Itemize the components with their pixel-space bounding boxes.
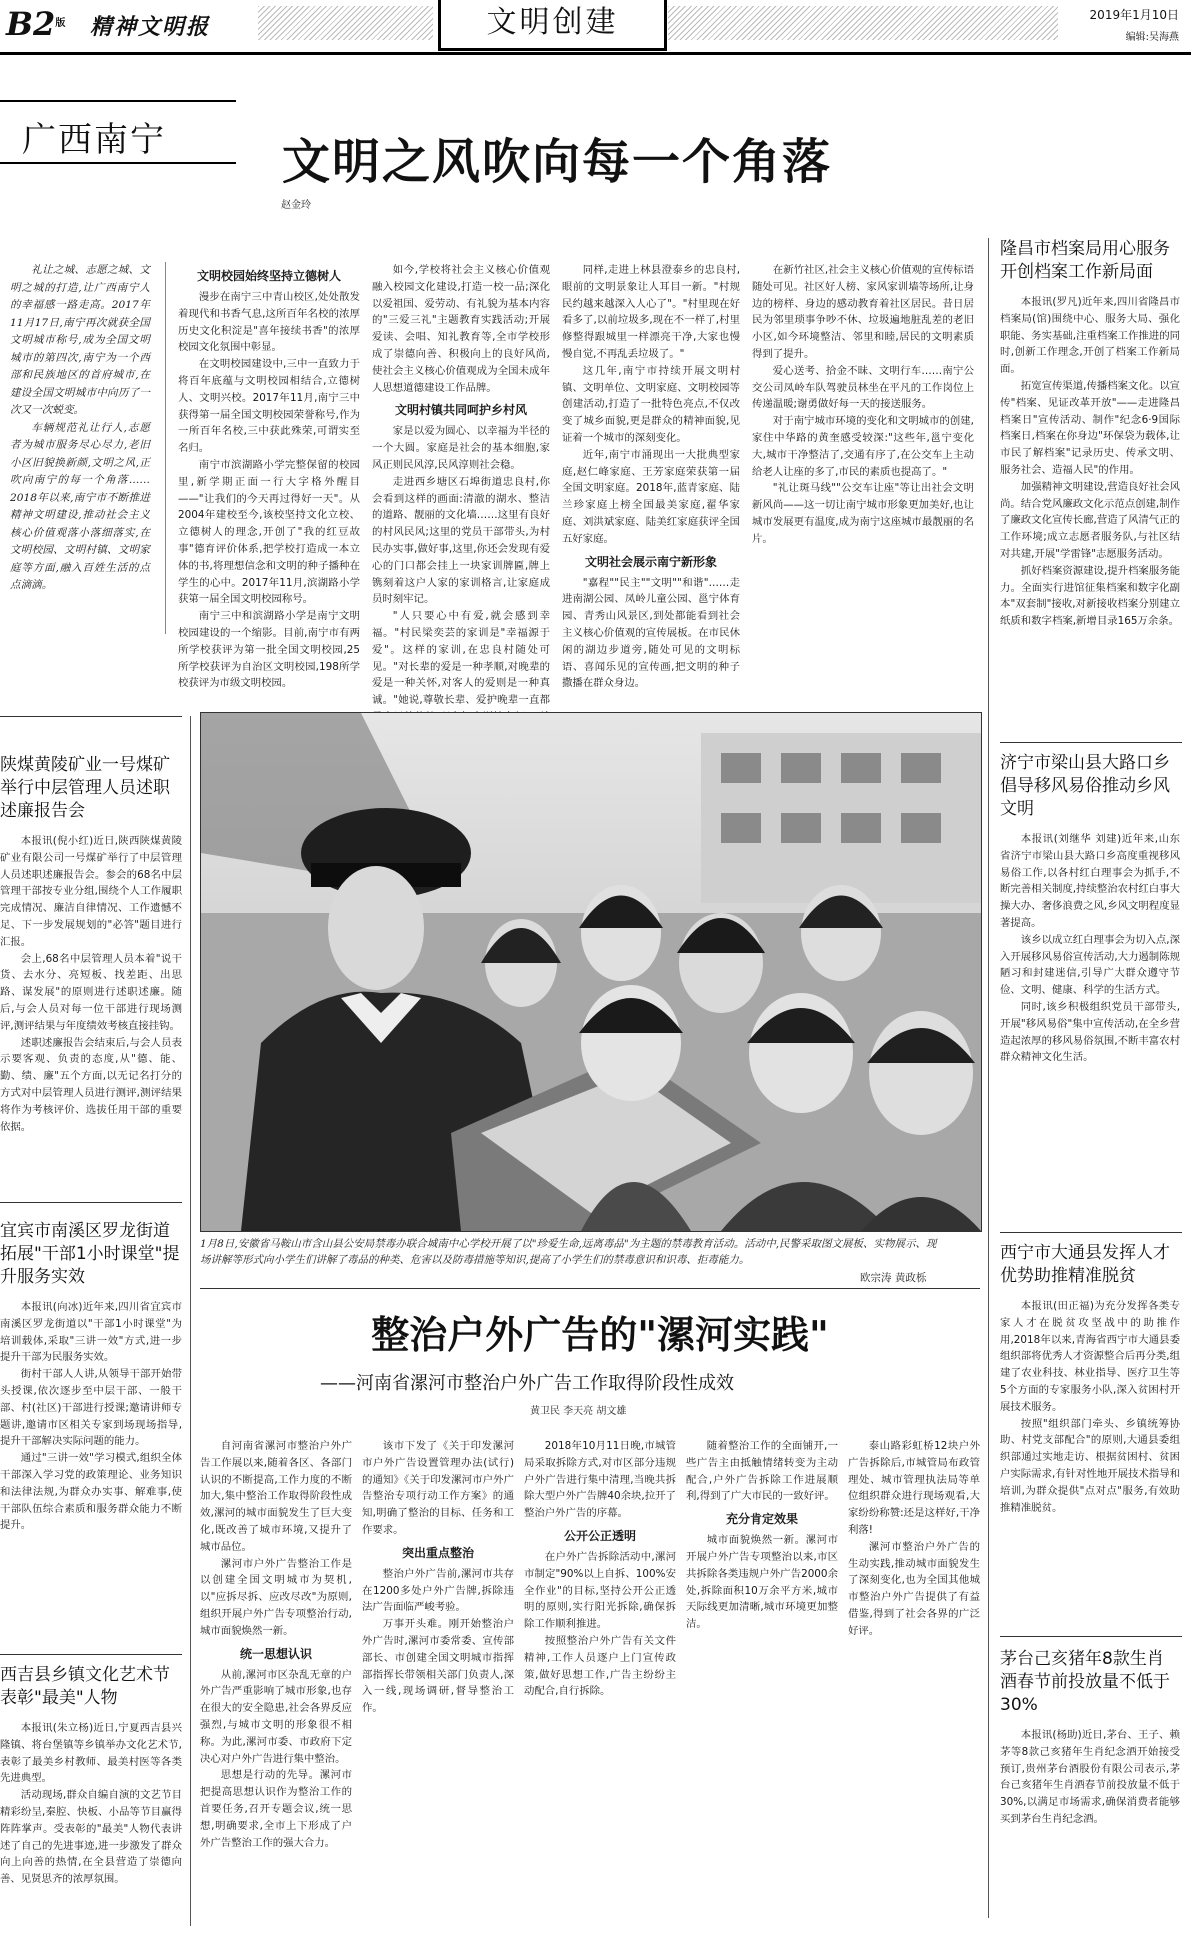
left-item-1 bbox=[0, 754, 182, 1194]
body-paragraph: 从前,漯河市区杂乱无章的户外广告严重影响了城市形象,也存在很大的安全隐患,社会各界反应强烈,与城市文明的形象很不相称。为此,漯河市委、市政府下定决心对户外广告进行集中整治。 bbox=[200, 1668, 352, 1765]
body-paragraph: 泰山路彩虹桥12块户外广告拆除后,市城管局布政管理处、城市管理执法局等单位组织群众进行现场观看,大家纷纷称赞:还是这样好,干净利落! bbox=[848, 1440, 980, 1536]
body-paragraph: 会上,68名中层管理人员本着"说干货、去水分、亮短板、找差距、出思路、谋发展"的原则进行述职述廉。随后,与会人员对每一位干部进行现场测评,测评结果与年度绩效考核直接挂钩。 bbox=[0, 952, 182, 1032]
section-heading: 文明村镇共同呵护乡村风 bbox=[394, 403, 527, 418]
column-divider bbox=[165, 262, 166, 634]
item-separator bbox=[1000, 742, 1182, 743]
hatch-decoration-left bbox=[258, 6, 433, 40]
photo-bottom-rule bbox=[200, 1288, 980, 1289]
issue-date: 2019年1月10日 bbox=[1089, 8, 1179, 22]
body-paragraph: "礼让斑马线""公交车让座"等让出社会文明新风尚——这一切让南宁城市形象更加美好,也让城市发展更有温度,成为南宁这座城市最靓丽的名片。 bbox=[752, 482, 974, 545]
body-paragraph: 在文明校园建设中,三中一直致力于将百年底蕴与文明校园相结合,立德树人、文明兴校。2017年11月,南宁三中获得第一届全国文明校园荣誉称号,作为一所百年名校,三中获此殊荣,可谓实至名归。 bbox=[178, 358, 360, 455]
story2-col-4 bbox=[686, 1438, 838, 1918]
item-separator bbox=[1000, 1232, 1182, 1233]
section-heading: 统一思想认识 bbox=[239, 1646, 312, 1661]
body-paragraph: 按照整治户外广告有关文件精神,工作人员逐户上门宣传政策,做好思想工作,广告主纷纷主动配合,自行拆除。 bbox=[524, 1634, 676, 1698]
main-col-3 bbox=[562, 262, 740, 690]
section-heading: 突出重点整治 bbox=[401, 1545, 474, 1560]
body-paragraph: 同样,走进上林县澄泰乡的忠良村,眼前的文明景象让人耳目一新。"村规民约越来越深入人心了"。"村里现在好看多了,以前垃圾多,现在不一样了,村里修整得跟城里一样漂亮干净,大家也慢慢自觉,不再乱丢垃圾了。" bbox=[562, 264, 740, 360]
right-item-2 bbox=[1000, 752, 1180, 1242]
left-item-2 bbox=[0, 1220, 182, 1660]
main-col-1 bbox=[178, 262, 360, 690]
body-paragraph: 加强精神文明建设,营造良好社会风尚。结合党风廉政文化示范点创建,制作了廉政文化宣传长廊,营造了风清气正的工作环境;成立志愿者服务队,与社区结对共建,开展"学雷锋"志愿服务活动。 bbox=[1000, 480, 1180, 560]
body-paragraph: 城市面貌焕然一新。漯河市开展户外广告专项整治以来,市区共拆除各类违规户外广告2000余处,拆除面积10万余平方米,城市天际线更加清晰,城市环境更加整洁。 bbox=[686, 1534, 838, 1631]
body-paragraph: "人只要心中有爱,就会感到幸福。"村民梁奕芸的家训是"幸福源于爱"。这样的家训,在忠良村随处可见。"对长辈的爱是一种孝顺,对晚辈的爱是一种关怀,对客人的爱则是一种真诚。"她说,尊敬长辈、爱护晚辈一直都 bbox=[372, 610, 550, 707]
body-paragraph: 爱心送考、拾金不昧、文明行车……南宁公交公司凤岭车队驾驶员林坐在平凡的工作岗位上传递温暖;谢勇做好每一天的接送服务。 bbox=[752, 364, 974, 411]
story2-col-5 bbox=[848, 1438, 980, 1918]
story2-col-3 bbox=[524, 1438, 676, 1918]
story2-col-1 bbox=[200, 1438, 352, 1918]
news-body bbox=[1000, 1298, 1180, 1638]
main-lead-column bbox=[10, 262, 150, 634]
body-paragraph: 本报讯(刘继华 刘建)近年来,山东省济宁市梁山县大路口乡高度重视移风易俗工作,以各村红白理事会为抓手,不断完善相关制度,持续整治农村红白事大操大办、奢侈浪费之风,乡风文明程度显著提高。 bbox=[1000, 833, 1180, 929]
body-paragraph: 自河南省漯河市整治户外广告工作展以来,随着各区、各部门认识的不断提高,工作力度的不断加大,集中整治工作取得阶段性成效,漯河的城市面貌发生了巨大变化,既改善了城市环境,又提升了城市品位。 bbox=[200, 1440, 352, 1553]
body-paragraph: 在新竹社区,社会主义核心价值观的宣传标语随处可见。社区好人榜、家风家训墙等场所,让身边的榜样、身边的感动教育着社区居民。昔日居民为邻里琐事争吵不休、垃圾遍地脏乱差的老旧小区,如今环境整洁、邻里和睦,居民的文明素质得到了提升。 bbox=[752, 264, 974, 360]
editor-credit: 编辑:吴海燕 bbox=[1125, 32, 1179, 43]
body-paragraph: 南宁市滨湖路小学完整保留的校园里,新学期正面一行大字格外醒目——"让我们的今天再过得好一天"。从2004年建校至今,该校坚持文化立校、立德树人的理念,开创了"我的红豆故事"德育评价体系,把学校打造成一本立体的书,将理想信念和文明的种子播种在学生的心中。2017年11月,滨湖路小学获第一届全国文明校园称号。 bbox=[178, 458, 360, 606]
news-body bbox=[0, 1720, 182, 1920]
right-item-1 bbox=[1000, 238, 1180, 758]
body-paragraph: 漫步在南宁三中青山校区,处处散发着现代和书香气息,这所百年名校的浓厚历史文化积淀是"喜年接续书香"的浓厚校园文化氛围中彰显。 bbox=[178, 291, 360, 354]
section-heading: 文明社会展示南宁新形象 bbox=[584, 554, 717, 569]
section-tab-label: 文明创建 bbox=[486, 5, 619, 40]
body-paragraph: "嘉程""民主""文明""和谐"……走进南湖公园、凤岭儿童公园、邕宁体育园、青秀山风景区,到处都能看到社会主义核心价值观的宣传展板。在市民休闲的湖边步道旁,随处可见的文明标语、喜闻乐见的宣传画,把文明的种子撒播在群众身边。 bbox=[562, 576, 740, 690]
body-paragraph: 对于南宁城市环境的变化和文明城市的创建,家住中华路的黄奎感受较深:"这些年,邕宁变化大,城市干净整洁了,交通有序了,在公交车上主动给老人让座的多了,市民的素质也提高了。" bbox=[752, 415, 974, 478]
main-col-4 bbox=[752, 262, 974, 634]
news-body bbox=[0, 1299, 182, 1659]
body-paragraph: 在户外广告拆除活动中,漯河市制定"90%以上自拆、100%安全作业"的目标,坚持公开公正透明的原则,实行阳光拆除,确保拆除工作顺利推进。 bbox=[524, 1550, 676, 1631]
story2-authors: 黄卫民 李天亮 胡文雄 bbox=[530, 1406, 627, 1417]
page-code bbox=[6, 4, 65, 44]
section-tab bbox=[438, 0, 667, 51]
item-separator bbox=[1000, 1636, 1182, 1637]
page-code-text: B2 bbox=[6, 5, 56, 43]
right-item-4 bbox=[1000, 1648, 1180, 1938]
news-body bbox=[1000, 1727, 1180, 1907]
body-paragraph: 本报讯(向冰)近年来,四川省宜宾市南溪区罗龙街道以"干部1小时课堂"为培训载体,采取"三讲一效"方式,进一步提升干部为民服务实效。 bbox=[0, 1301, 182, 1364]
body-paragraph: 本报讯(杨助)近日,茅台、王子、赖茅等8款己亥猪年生肖纪念酒开始接受预订,贵州茅台酒股份有限公司表示,茅台己亥猪年生肖酒春节前投放量不低于30%,以满足市场需求,确保消费者能够买到茅台生肖纪念酒。 bbox=[1000, 1729, 1180, 1825]
body-paragraph: 如今,学校将社会主义核心价值观融入校园文化建设,打造一校一品;深化以爱祖国、爱劳动、有礼貌为基本内容的"三爱三礼"主题教育实践活动;开展爱读、会唱、知礼教育等,全市学校形成了崇德向善、积极向上的良好风尚,使社会主义核心价值观成为全国未成年人思想道德建设工作品牌。 bbox=[372, 264, 550, 394]
item-separator bbox=[0, 1202, 182, 1203]
photo-caption bbox=[200, 1236, 940, 1268]
body-paragraph: 整治户外广告前,漯河市共存在1200多处户外广告牌,拆除违法广告面临严峻考验。 bbox=[362, 1567, 514, 1614]
body-paragraph: 家是以爱为圆心、以幸福为半径的一个大圆。家庭是社会的基本细胞,家风正则民风淳,民风淳则社会稳。 bbox=[372, 425, 550, 471]
body-paragraph: 活动现场,群众自编自演的文艺节目精彩纷呈,秦腔、快板、小品等节目赢得阵阵掌声。受表彰的"最美"人物代表讲述了自己的先进事迹,进一步激发了群众向上向善的热情,在全县营造了崇德向善、见贤思齐的浓厚氛围。 bbox=[0, 1789, 182, 1886]
masthead-rule bbox=[0, 52, 1191, 55]
body-paragraph: 万事开头难。刚开始整治户外广告时,漯河市委常委、宣传部部长、市创建全国文明城市指挥部指挥长带领相关部门负责人,深入一线,现场调研,督导整治工作。 bbox=[362, 1618, 514, 1715]
news-title: 西宁市大通县发挥人才优势助推精准脱贫 bbox=[1000, 1243, 1170, 1286]
body-paragraph: 通过"三讲一效"学习模式,组织全体干部深入学习党的政策理论、业务知识和法律法规,为群众办实事、解难事,使干部队伍综合素质和服务群众能力不断提升。 bbox=[0, 1452, 182, 1532]
body-paragraph: 该乡以成立红白理事会为切入点,深入开展移风易俗宣传活动,大力遏制陈规陋习和封建迷信,引导广大群众遵守节俭、文明、健康、科学的生活方式。 bbox=[1000, 933, 1180, 997]
news-body bbox=[1000, 294, 1180, 734]
lead-paragraph: 车辆规范礼让行人,志愿者为城市服务尽心尽力,老旧小区旧貌换新颜,文明之风,正吹向南宁的每一个角落……2018年以来,南宁市不断推进精神文明建设,推动社会主义核心价值观落小落细落实,在文明校园、文明村镇、文明家庭等方面,融入百姓生活的点点滴滴。 bbox=[10, 421, 150, 591]
body-paragraph: 拓宽宣传渠道,传播档案文化。以宣传"档案、见证改革开放"——走进隆昌档案日"宣传活动、制作"纪念6·9国际档案日,档案在你身边"环保袋为载体,让市民了解档案"记录历史、传承文明、服务社会、造福人民"的作用。 bbox=[1000, 379, 1180, 476]
body-paragraph: 述职述廉报告会结束后,与会人员表示要客观、负责的态度,从"德、能、勤、绩、廉"五个方面,以无记名打分的方式对中层管理人员进行测评,测评结果将作为考核评价、选拔任用干部的重要依据。 bbox=[0, 1036, 182, 1133]
body-paragraph: 街村干部人人讲,从领导干部开始带头授课,依次逐步至中层干部、一般干部、村(社区)干部进行授课;邀请讲师专题讲,邀请市区相关专家到场现场指导,提升干部解决实际问题的能力。 bbox=[0, 1368, 182, 1448]
main-headline: 文明之风吹向每一个角落 bbox=[282, 134, 833, 190]
body-paragraph: 漯河市户外广告整治工作是以创建全国文明城市为契机,以"应拆尽拆、应改尽改"为原则,组织开展户外广告专项整治行动,城市面貌焕然一新。 bbox=[200, 1557, 352, 1637]
section-heading: 文明校园始终坚持立德树人 bbox=[196, 269, 341, 283]
body-paragraph: 本报讯(朱立杨)近日,宁夏西吉县兴隆镇、将台堡镇等乡镇举办文化艺术节,表彰了最美乡村教师、最美村医等各类先进典型。 bbox=[0, 1722, 182, 1785]
left-top-rule bbox=[0, 716, 182, 717]
news-title: 济宁市梁山县大路口乡倡导移风易俗推动乡风文明 bbox=[1000, 753, 1170, 819]
body-paragraph: 按照"组织部门牵头、乡镇统筹协助、村党支部配合"的原则,大通县委组织部通过实地走访、根据贫困村、贫困户实际需求,有针对性地开展技术指导和培训,为群众提供"点对点"服务,有效助推精准脱贫。 bbox=[1000, 1417, 1180, 1514]
body-paragraph: 本报讯(罗凡)近年来,四川省隆昌市档案局(馆)围绕中心、服务大局、强化职能、务实基础,注重档案工作推进的同时,创新工作理念,开创了档案工作新局面。 bbox=[1000, 296, 1180, 376]
body-paragraph: 抓好档案资源建设,提升档案服务能力。全面实行进馆征集档案和数字化副本"双套制"接收,对新接收档案分别建立纸质和数字档案,新增目录165万余条。 bbox=[1000, 564, 1180, 628]
main-col-2 bbox=[372, 262, 550, 707]
news-title: 隆昌市档案局用心服务开创档案工作新局面 bbox=[1000, 239, 1170, 282]
news-photo bbox=[200, 712, 982, 1232]
story2-subheadline: ——河南省漯河市整治户外广告工作取得阶段性成效 bbox=[320, 1373, 734, 1394]
photo-caption-text: 1月8日,安徽省马鞍山市含山县公安局禁毒办联合城南中心学校开展了以"珍爱生命,远离毒品"为主题的禁毒教育活动。活动中,民警采取图文展板、实物展示、现场讲解等形式向小学生们讲解了毒品的种类、危害以及防毒措施等知识,提高了小学生们的禁毒意识和识毒、拒毒能力。 bbox=[200, 1238, 937, 1266]
lead-paragraph: 礼让之城、志愿之城、文明之城的打造,让广西南宁人的幸福感一路走高。2017年11月17日,南宁再次就获全国文明城市称号,成为全国文明城市的第四次,南宁为一个西部和民族地区的首府城市,在建设全国文明城市中向历了一次又一次蜕变。 bbox=[10, 264, 150, 416]
paper-name: 精神文明报 bbox=[90, 14, 211, 40]
body-paragraph: 本报讯(田正福)为充分发挥各类专家人才在脱贫攻坚战中的助推作用,2018年以来,青海省西宁市大通县委组织部将优秀人才资源整合后再分类,组建了农业科技、林业指导、医疗卫生等5个方面的专家服务小队,深入贫困村开展技术服务。 bbox=[1000, 1300, 1180, 1413]
body-paragraph: 本报讯(倪小红)近日,陕西陕煤黄陵矿业有限公司一号煤矿举行了中层管理人员述职述廉报告会。参会的68名中层管理干部按专业分组,围绕个人工作履职完成情况、廉洁自律情况、工作遗憾不足、下一步发展规划的"必答"题目进行汇报。 bbox=[0, 835, 182, 948]
left-sidebar-divider bbox=[190, 716, 191, 1926]
kicker-box bbox=[0, 100, 236, 164]
kicker-text: 广西南宁 bbox=[22, 120, 166, 160]
news-body bbox=[1000, 831, 1180, 1251]
body-paragraph: 同时,该乡积极组织党员干部带头,开展"移风易俗"集中宣传活动,在全乡营造起浓厚的移风易俗氛围,不断丰富农村群众精神文化生活。 bbox=[1000, 1000, 1180, 1064]
news-body bbox=[0, 833, 182, 1193]
section-heading: 充分肯定效果 bbox=[725, 1512, 798, 1527]
masthead bbox=[0, 0, 1191, 52]
news-title: 西吉县乡镇文化艺术节表彰"最美"人物 bbox=[0, 1665, 170, 1708]
body-paragraph: 南宁三中和滨湖路小学是南宁文明校园建设的一个缩影。目前,南宁市有两所学校获评为第一批全国文明校园,25所学校获评为自治区文明校园,198所学校获评为市级文明校园。 bbox=[178, 610, 360, 690]
story2-col-2 bbox=[362, 1438, 514, 1918]
body-paragraph: 漯河市整治户外广告的生动实践,推动城市面貌发生了深刻变化,也为全国其他城市整治户外广告提供了有益借鉴,得到了社会各界的广泛好评。 bbox=[848, 1540, 980, 1637]
page-code-suffix: 版 bbox=[55, 18, 66, 29]
left-item-3 bbox=[0, 1664, 182, 1934]
news-title: 陕煤黄陵矿业一号煤矿举行中层管理人员述职述廉报告会 bbox=[0, 755, 170, 821]
section-heading: 公开公正透明 bbox=[563, 1528, 636, 1543]
item-separator bbox=[0, 1654, 182, 1655]
body-paragraph: 近年,南宁市涌现出一大批典型家庭,赵仁峰家庭、王芳家庭荣获第一届全国文明家庭。2018年,蓝青家庭、陆兰珍家庭上榜全国最美家庭,翟华家庭、刘洪斌家庭、陆美红家庭获评全国五好家庭。 bbox=[562, 448, 740, 545]
photo-illustration bbox=[201, 713, 981, 1231]
news-title: 宜宾市南溪区罗龙街道拓展"干部1小时课堂"提升服务实效 bbox=[0, 1221, 180, 1287]
photo-credit: 欧宗涛 黄政栎 bbox=[860, 1272, 927, 1284]
hatch-decoration-right bbox=[668, 6, 1058, 40]
body-paragraph: 走进西乡塘区石埠街道忠良村,你会看到这样的画面:清澈的湖水、整洁的道路、靓丽的文化墙……这里有良好的村风民风;这里的党员干部带头,为村民办实事,做好事,这里,你还会发现有爱心的门口都会挂上一块家训牌匾,牌上镌刻着这户人家的家训格言,让家庭成员时刻牢记。 bbox=[372, 475, 550, 606]
body-paragraph: 这几年,南宁市持续开展文明村镇、文明单位、文明家庭、文明校园等创建活动,打造了一批特色亮点,不仅改变了城乡面貌,更是群众的精神面貌,见证着一个城市的深刻变化。 bbox=[562, 364, 740, 444]
main-author: 赵金玲 bbox=[281, 200, 311, 211]
officer-face bbox=[328, 866, 424, 990]
body-paragraph: 随着整治工作的全面铺开,一些广告主由抵触情绪转变为主动配合,户外广告拆除工作进展顺利,得到了广大市民的一致好评。 bbox=[686, 1440, 838, 1503]
story2-headline: 整治户外广告的"漯河实践" bbox=[371, 1312, 829, 1357]
body-paragraph: 该市下发了《关于印发漯河市户外广告设置管理办法(试行)的通知》《关于印发漯河市户外广告整治专项行动工作方案》的通知,明确了整治的目标、任务和工作要求。 bbox=[362, 1440, 514, 1536]
right-item-3 bbox=[1000, 1242, 1180, 1662]
right-sidebar-divider bbox=[988, 238, 989, 1918]
news-title: 茅台己亥猪年8款生肖酒春节前投放量不低于30% bbox=[1000, 1649, 1170, 1715]
body-paragraph: 2018年10月11日晚,市城管局采取拆除方式,对市区部分违规户外广告进行集中清理,当晚共拆除大型户外广告牌40余块,拉开了整治户外广告的序幕。 bbox=[524, 1440, 676, 1520]
body-paragraph: 思想是行动的先导。漯河市把提高思想认识作为整治工作的首要任务,召开专题会议,统一思想,明确要求,全市上下形成了户外广告整治工作的强大合力。 bbox=[200, 1769, 352, 1849]
